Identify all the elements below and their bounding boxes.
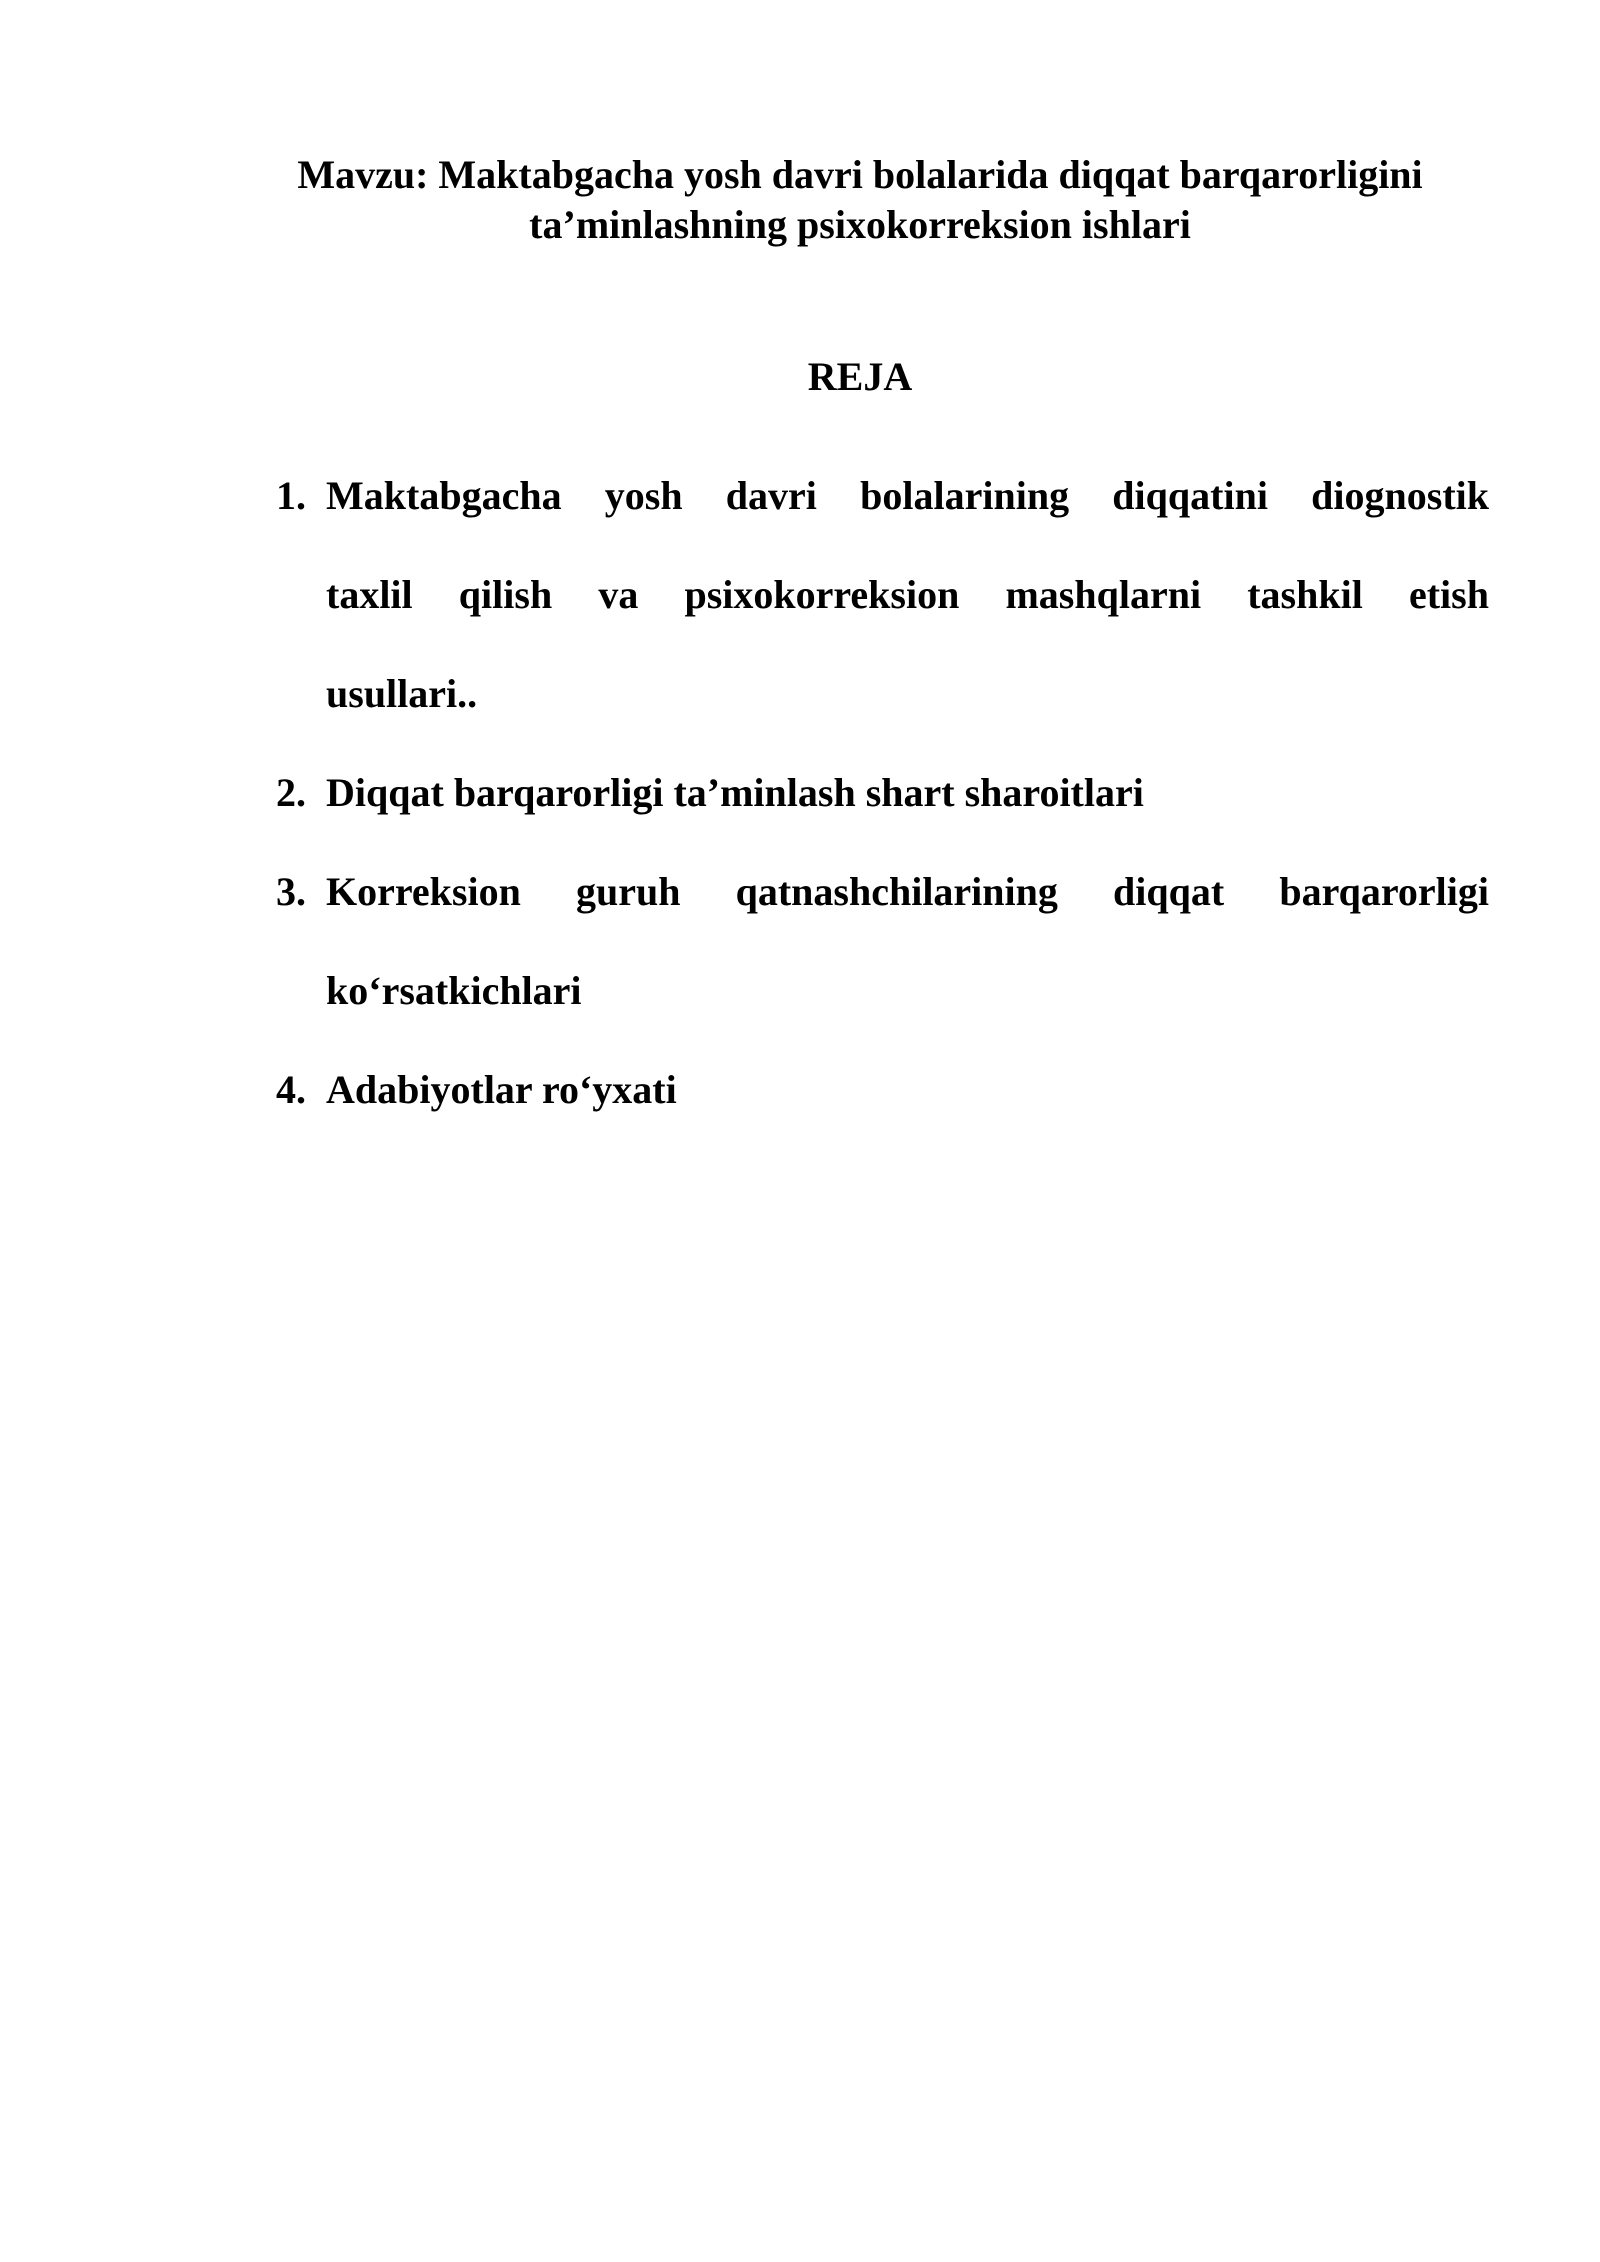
plan-item-text [326, 842, 1489, 1040]
word: qatnashchilarining [735, 869, 1058, 914]
word: va [598, 572, 639, 617]
word: davri [725, 473, 817, 518]
plan-item-line: Adabiyotlar ro‘yxati [326, 1067, 677, 1112]
document-title [230, 150, 1490, 250]
plan-item-number: 1. [276, 473, 306, 518]
plan-item-line: usullari.. [326, 671, 478, 716]
plan-item-3 [276, 842, 1489, 1040]
plan-item-line [326, 842, 1489, 941]
plan-list [276, 446, 1489, 1139]
plan-heading: REJA [807, 354, 913, 399]
word: qilish [458, 572, 553, 617]
word: yosh [604, 473, 683, 518]
plan-item-text [326, 1040, 1489, 1139]
plan-item-text [326, 446, 1489, 743]
word: tashkil [1247, 572, 1363, 617]
plan-item-1 [276, 446, 1489, 743]
word: Maktabgacha [326, 473, 562, 518]
word: etish [1408, 572, 1489, 617]
word: guruh [575, 869, 681, 914]
plan-item-line: Diqqat barqarorligi ta’minlash shart sharoitlari [326, 770, 1144, 815]
word: barqarorligi [1279, 869, 1489, 914]
plan-item-text [326, 743, 1489, 842]
plan-item-number: 2. [276, 770, 306, 815]
word: bolalarining [860, 473, 1070, 518]
word: diqqatini [1112, 473, 1268, 518]
word: diqqat [1113, 869, 1225, 914]
plan-item-line: ko‘rsatkichlari [326, 968, 582, 1013]
plan-item-number: 3. [276, 869, 306, 914]
word: psixokorreksion [684, 572, 960, 617]
plan-item-line [326, 446, 1489, 545]
plan-item-2 [276, 743, 1489, 842]
word: mashqlarni [1005, 572, 1202, 617]
word: diognostik [1311, 473, 1489, 518]
plan-item-4 [276, 1040, 1489, 1139]
word: taxlil [326, 572, 413, 617]
title-line-1: Mavzu: Maktabgacha yosh davri bolalarida diqqat barqarorligini [297, 152, 1423, 197]
word: Korreksion [326, 869, 521, 914]
title-line-2: ta’minlashning psixokorreksion ishlari [529, 202, 1191, 247]
plan-item-number: 4. [276, 1067, 306, 1112]
plan-item-line [326, 545, 1489, 644]
